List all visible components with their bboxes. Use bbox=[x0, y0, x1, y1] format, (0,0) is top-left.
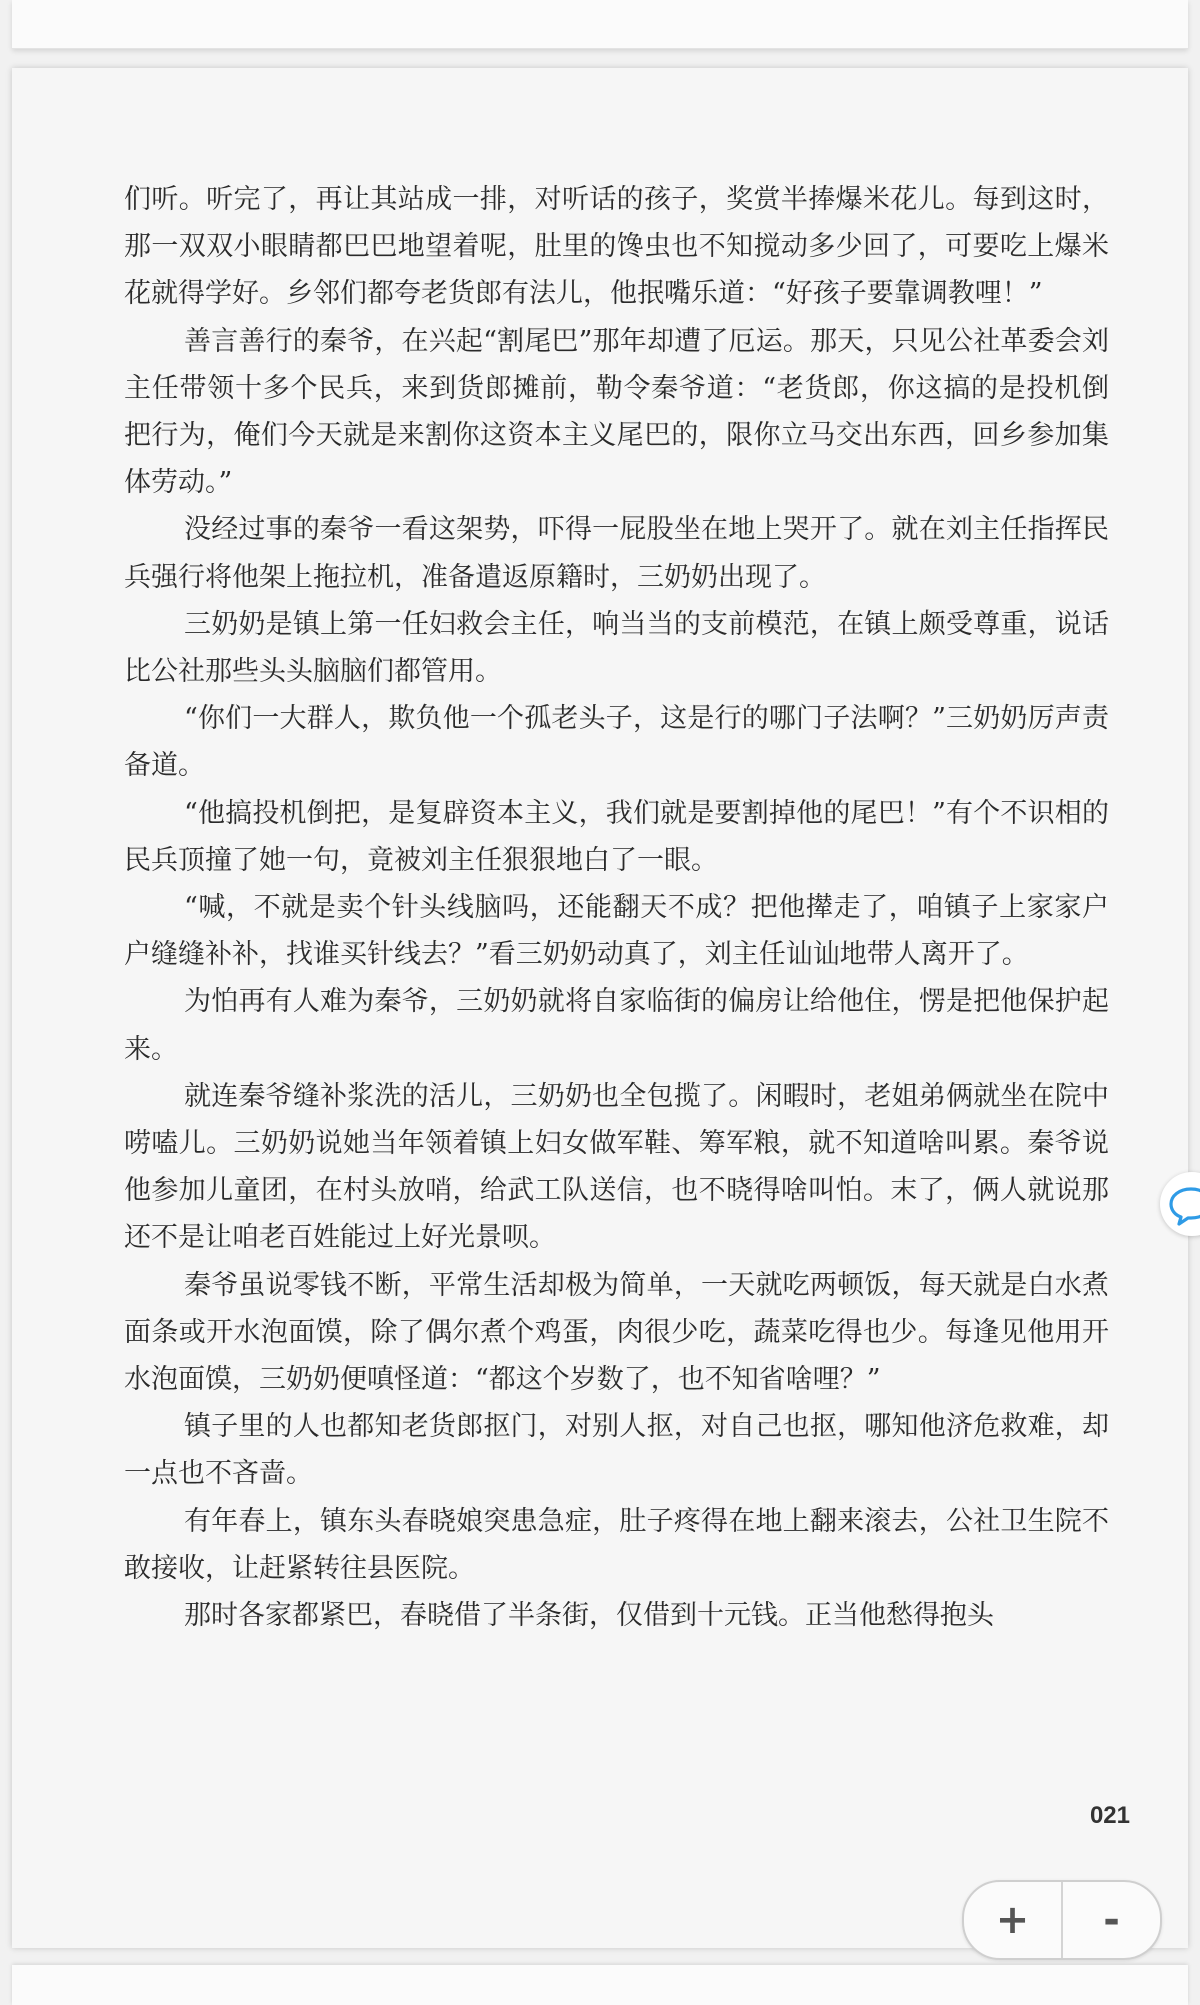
paragraph: 没经过事的秦爷一看这架势，吓得一屁股坐在地上哭开了。就在刘主任指挥民兵强行将他架上拖拉机，准备遣返原籍时，三奶奶出现了。 bbox=[124, 514, 1109, 593]
paragraph: “他搞投机倒把，是复辟资本主义，我们就是要割掉他的尾巴！”有个不识相的民兵顶撞了她一句，竟被刘主任狠狠地白了一眼。 bbox=[124, 797, 1109, 876]
page-body bbox=[124, 176, 1109, 1639]
paragraph: 秦爷虽说零钱不断，平常生活却极为简单，一天就吃两顿饭，每天就是白水煮面条或开水泡面馍，除了偶尔煮个鸡蛋，肉很少吃，蔬菜吃得也少。每逢见他用开水泡面馍，三奶奶便嗔怪道：“都这个岁数了，也不知省啥哩？” bbox=[124, 1269, 1109, 1396]
zoom-control bbox=[962, 1880, 1162, 1960]
zoom-in-button[interactable]: + bbox=[995, 1897, 1030, 1943]
next-page-edge bbox=[12, 1965, 1188, 2005]
paragraph: 那时各家都紧巴，春晓借了半条街，仅借到十元钱。正当他愁得抱头 bbox=[184, 1600, 994, 1632]
paragraph: 为怕再有人难为秦爷，三奶奶就将自家临街的偏房让给他住，愣是把他保护起来。 bbox=[124, 986, 1109, 1065]
previous-page-edge bbox=[12, 0, 1188, 49]
paragraph: 有年春上，镇东头春晓娘突患急症，肚子疼得在地上翻来滚去，公社卫生院不敢接收，让赶紧转往县医院。 bbox=[124, 1505, 1109, 1584]
paragraph: 善言善行的秦爷，在兴起“割尾巴”那年却遭了厄运。那天，只见公社革委会刘主任带领十多个民兵，来到货郎摊前，勒令秦爷道：“老货郎，你这搞的是投机倒把行为，俺们今天就是来割你这资本主义尾巴的，限你立马交出东西，回乡参加集体劳动。” bbox=[124, 325, 1109, 499]
paragraph: 就连秦爷缝补浆洗的活儿，三奶奶也全包揽了。闲暇时，老姐弟俩就坐在院中唠嗑儿。三奶奶说她当年领着镇上妇女做军鞋、筹军粮，就不知道啥叫累。秦爷说他参加儿童团，在村头放哨，给武工队送信，也不晓得啥叫怕。末了，俩人就说那还不是让咱老百姓能过上好光景呗。 bbox=[124, 1080, 1109, 1254]
zoom-out-button[interactable]: - bbox=[1061, 1882, 1160, 1958]
paragraph: 们听。听完了，再让其站成一排，对听话的孩子，奖赏半捧爆米花儿。每到这时，那一双双小眼睛都巴巴地望着呢，肚里的馋虫也不知搅动多少回了，可要吃上爆米花就得学好。乡邻们都夸老货郎有法儿，他抿嘴乐道：“好孩子要靠调教哩！” bbox=[124, 184, 1109, 310]
paragraph: 镇子里的人也都知老货郎抠门，对别人抠，对自己也抠，哪知他济危救难，却一点也不吝啬。 bbox=[124, 1411, 1109, 1490]
document-page bbox=[12, 68, 1188, 1948]
paragraph: “你们一大群人，欺负他一个孤老头子，这是行的哪门子法啊？”三奶奶厉声责备道。 bbox=[124, 703, 1109, 782]
page-number: 021 bbox=[1089, 1802, 1130, 1829]
paragraph: “喊，不就是卖个针头线脑吗，还能翻天不成？把他撵走了，咱镇子上家家户户缝缝补补，找谁买针线去？”看三奶奶动真了，刘主任讪讪地带人离开了。 bbox=[124, 892, 1109, 971]
paragraph: 三奶奶是镇上第一任妇救会主任，响当当的支前模范，在镇上颇受尊重，说话比公社那些头头脑脑们都管用。 bbox=[124, 608, 1109, 688]
